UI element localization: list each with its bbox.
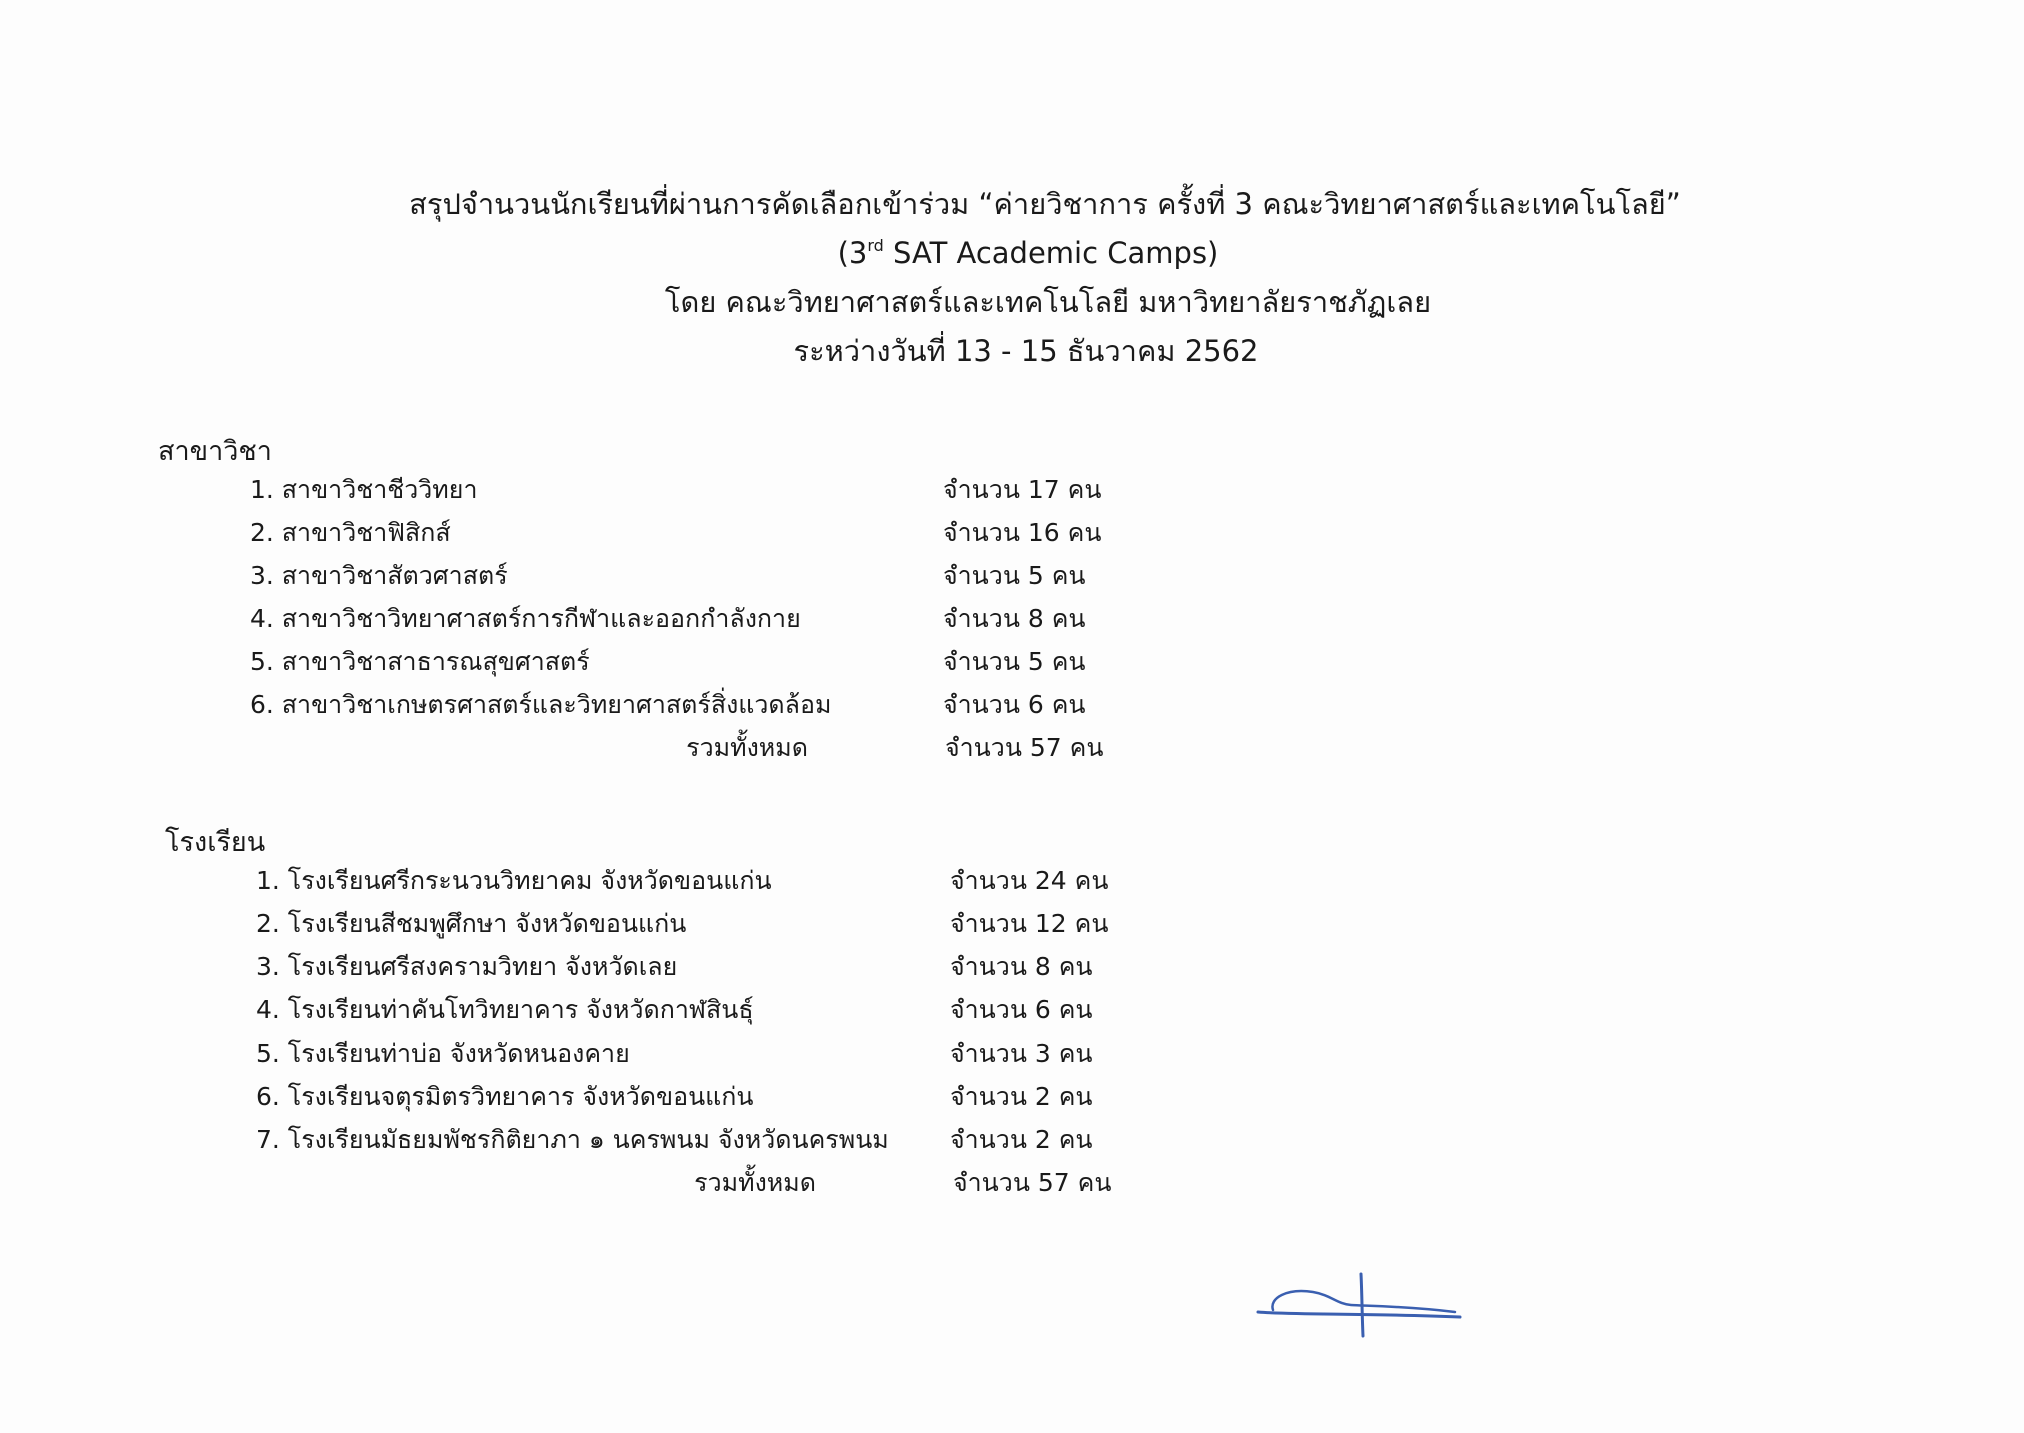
majors-section-title: สาขาวิชา (158, 436, 272, 467)
major-label: 4. สาขาวิชาวิทยาศาสตร์การกีฬาและออกกำลังกาย (250, 604, 801, 633)
school-count: จำนวน 3 คน (950, 1039, 1093, 1068)
school-count: จำนวน 24 คน (950, 866, 1109, 895)
school-row (256, 1077, 1116, 1117)
signature-image (1255, 1268, 1465, 1340)
document-header (0, 180, 2024, 376)
schools-total-label: รวมทั้งหมด (694, 1168, 816, 1197)
signature-stroke (1272, 1291, 1455, 1312)
major-row (250, 685, 1100, 725)
major-label: 1. สาขาวิชาชีววิทยา (250, 475, 478, 504)
school-row (256, 947, 1116, 987)
major-row (250, 513, 1100, 553)
header-dates: ระหว่างวันที่ 13 - 15 ธันวาคม 2562 (793, 334, 1259, 368)
school-count: จำนวน 12 คน (950, 909, 1109, 938)
schools-total-row (256, 1163, 1116, 1203)
school-row (256, 861, 1116, 901)
header-title: สรุปจำนวนนักเรียนที่ผ่านการคัดเลือกเข้าร่วม “ค่ายวิชาการ ครั้งที่ 3 คณะวิทยาศาสตร์และเทคโนโลยี” (409, 187, 1681, 221)
school-label: 2. โรงเรียนสีชมพูศึกษา จังหวัดขอนแก่น (256, 909, 687, 938)
header-organizer: โดย คณะวิทยาศาสตร์และเทคโนโลยี มหาวิทยาลัยราชภัฏเลย (664, 285, 1432, 319)
major-count: จำนวน 5 คน (943, 647, 1086, 676)
majors-total-label: รวมทั้งหมด (686, 733, 808, 762)
school-label: 6. โรงเรียนจตุรมิตรวิทยาคาร จังหวัดขอนแก่น (256, 1082, 754, 1111)
majors-total-row (250, 728, 1104, 768)
signature-stroke (1258, 1312, 1460, 1317)
major-label: 6. สาขาวิชาเกษตรศาสตร์และวิทยาศาสตร์สิ่งแวดล้อม (250, 690, 832, 719)
header-subtitle (16, 229, 2024, 278)
major-row (250, 556, 1100, 596)
major-count: จำนวน 17 คน (943, 475, 1102, 504)
major-label: 5. สาขาวิชาสาธารณสุขศาสตร์ (250, 647, 590, 676)
major-count: จำนวน 5 คน (943, 561, 1086, 590)
schools-total-count: จำนวน 57 คน (953, 1168, 1112, 1197)
school-row (256, 1120, 1116, 1160)
major-count: จำนวน 6 คน (943, 690, 1086, 719)
major-count: จำนวน 8 คน (943, 604, 1086, 633)
major-row (250, 470, 1100, 510)
header-subtitle-ordinal: rd (867, 236, 884, 255)
major-row (250, 642, 1100, 682)
school-row (256, 990, 1116, 1030)
school-label: 7. โรงเรียนมัธยมพัชรกิติยาภา ๑ นครพนม จังหวัดนครพนม (256, 1125, 889, 1154)
school-count: จำนวน 2 คน (950, 1082, 1093, 1111)
school-count: จำนวน 2 คน (950, 1125, 1093, 1154)
major-label: 2. สาขาวิชาฟิสิกส์ (250, 518, 451, 547)
signature-stroke (1361, 1274, 1363, 1336)
school-label: 5. โรงเรียนท่าบ่อ จังหวัดหนองคาย (256, 1039, 630, 1068)
major-count: จำนวน 16 คน (943, 518, 1102, 547)
school-label: 3. โรงเรียนศรีสงครามวิทยา จังหวัดเลย (256, 952, 678, 981)
school-count: จำนวน 6 คน (950, 995, 1093, 1024)
majors-total-count: จำนวน 57 คน (945, 733, 1104, 762)
schools-section-title: โรงเรียน (165, 827, 266, 858)
major-label: 3. สาขาวิชาสัตวศาสตร์ (250, 561, 508, 590)
major-row (250, 599, 1100, 639)
school-label: 4. โรงเรียนท่าคันโทวิทยาคาร จังหวัดกาฬสินธุ์ (256, 995, 754, 1024)
school-row (256, 1034, 1116, 1074)
header-subtitle-open: (3 (837, 236, 868, 270)
school-count: จำนวน 8 คน (950, 952, 1093, 981)
school-row (256, 904, 1116, 944)
header-subtitle-rest: SAT Academic Camps) (883, 236, 1219, 270)
school-label: 1. โรงเรียนศรีกระนวนวิทยาคม จังหวัดขอนแก่น (256, 866, 772, 895)
